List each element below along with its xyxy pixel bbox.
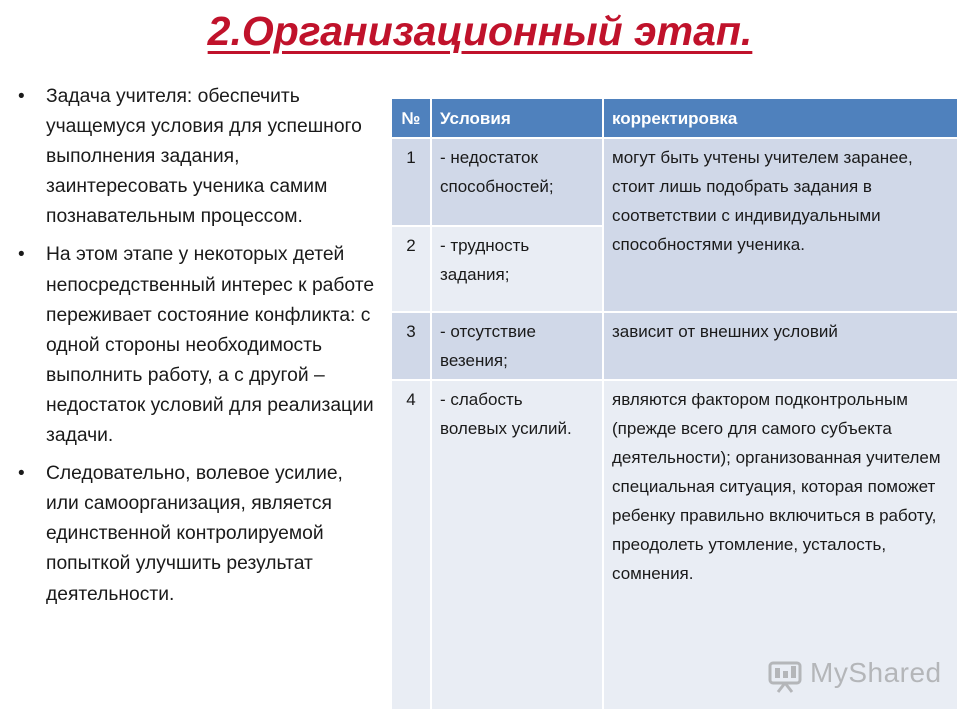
row-condition: - слабость волевых усилий. xyxy=(431,380,603,710)
row-number: 4 xyxy=(391,380,431,710)
bullet-item xyxy=(14,459,380,609)
slide-title: 2.Организационный этап. xyxy=(207,8,753,54)
bullet-dot-icon: • xyxy=(18,463,25,485)
row-number: 2 xyxy=(391,226,431,312)
presentation-icon xyxy=(766,657,804,695)
row-correction: зависит от внешних условий xyxy=(603,312,958,380)
watermark-logo xyxy=(766,655,942,695)
table-row xyxy=(391,312,958,380)
bullet-item xyxy=(14,240,380,451)
row-correction: являются фактором подконтрольным (прежде всего для самого субъекта деятельности); организованная учителем специальная ситуация, которая поможет ребенку правильно включиться в работу, преодолеть утомление, усталость, сомнения. xyxy=(603,380,958,710)
header-correction: корректировка xyxy=(603,98,958,138)
table-header-row xyxy=(391,98,958,138)
bullet-text: Следовательно, волевое усилие, или самоорганизация, является единственной контролируемой попыткой улучшить результат деятельности. xyxy=(46,463,343,605)
bullet-dot-icon: • xyxy=(18,86,25,107)
watermark-text: MyShared xyxy=(810,657,942,688)
bullet-dot-icon: • xyxy=(18,244,25,266)
table-row xyxy=(391,138,958,226)
bullet-text: На этом этапе у некоторых детей непосредственный интерес к работе переживает состояние конфликта: с одной стороны необходимость выполнить работу, а с другой – недостаток условий для реализации задачи. xyxy=(46,244,375,447)
bullet-list xyxy=(14,82,380,618)
header-number: № xyxy=(391,98,431,138)
conditions-table xyxy=(390,97,959,711)
row-condition: - трудность задания; xyxy=(431,226,603,312)
row-number: 1 xyxy=(391,138,431,226)
header-conditions: Условия xyxy=(431,98,603,138)
row-number: 3 xyxy=(391,312,431,380)
row-correction-merged: могут быть учтены учителем заранее, стоит лишь подобрать задания в соответствии с индивидуальными способностями ученика. xyxy=(603,138,958,312)
row-condition: - отсутствие везения; xyxy=(431,312,603,380)
bullet-text: Задача учителя: обеспечить учащемуся условия для успешного выполнения задания, заинтересовать ученика самим познавательным процессом. xyxy=(46,86,362,228)
row-condition: - недостаток способностей; xyxy=(431,138,603,226)
bullet-item xyxy=(14,82,380,232)
